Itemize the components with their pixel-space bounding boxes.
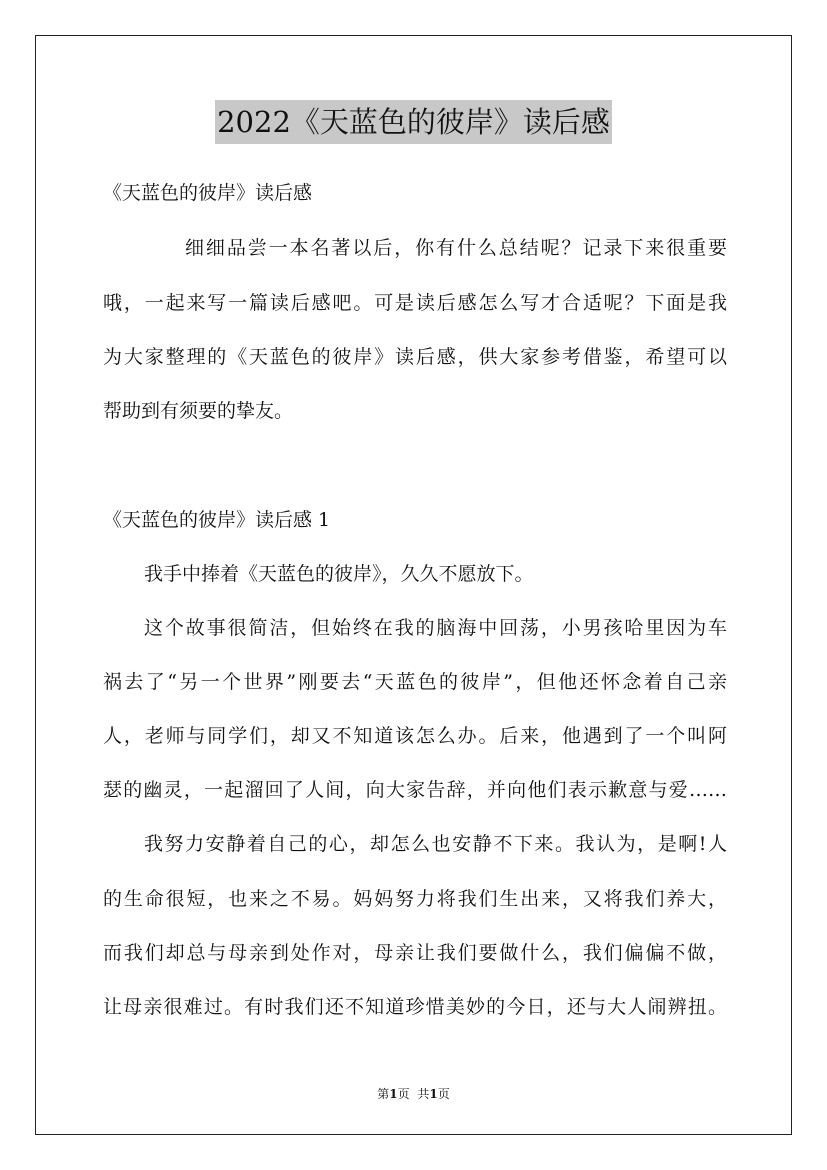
intro-line-2: 哦，一起来写一篇读后感吧。可是读后感怎么写才合适呢？下面是我 bbox=[103, 292, 727, 314]
intro-line-3: 为大家整理的《天蓝色的彼岸》读后感，供大家参考借鉴，希望可以 bbox=[103, 346, 727, 368]
document-title: 2022《天蓝色的彼岸》读后感 bbox=[215, 100, 612, 144]
footer-page-number: 1 bbox=[389, 1087, 398, 1101]
footer-page-prefix: 第 bbox=[377, 1087, 390, 1101]
footer-total-prefix: 共 bbox=[417, 1087, 430, 1101]
document-subtitle: 《天蓝色的彼岸》读后感 bbox=[103, 182, 313, 204]
title-container bbox=[0, 100, 827, 144]
intro-line-1: 细细品尝一本名著以后，你有什么总结呢？记录下来很重要 bbox=[185, 237, 727, 259]
body-line-6: 我努力安静着自己的心，却怎么也安静不下来。我认为，是啊!人 bbox=[144, 833, 727, 855]
footer-total-suffix: 页 bbox=[437, 1087, 450, 1101]
page-footer bbox=[0, 1086, 827, 1102]
section-heading: 《天蓝色的彼岸》读后感 1 bbox=[103, 509, 331, 531]
footer-total-number: 1 bbox=[429, 1087, 438, 1101]
body-line-4: 人，老师与同学们，却又不知道该怎么办。后来，他遇到了一个叫阿 bbox=[103, 725, 727, 747]
footer-page-suffix: 页 bbox=[397, 1087, 410, 1101]
body-line-7: 的生命很短，也来之不易。妈妈努力将我们生出来，又将我们养大， bbox=[103, 888, 727, 910]
body-line-3: 祸去了“另一个世界”刚要去“天蓝色的彼岸”，但他还怀念着自己亲 bbox=[103, 671, 727, 693]
body-line-5: 瑟的幽灵，一起溜回了人间，向大家告辞，并向他们表示歉意与爱…… bbox=[103, 779, 727, 801]
body-line-8: 而我们却总与母亲到处作对，母亲让我们要做什么，我们偏偏不做， bbox=[103, 942, 727, 964]
intro-line-4: 帮助到有须要的挚友。 bbox=[103, 400, 294, 422]
body-line-9: 让母亲很难过。有时我们还不知道珍惜美妙的今日，还与大人闹辨扭。 bbox=[103, 996, 727, 1018]
body-line-2: 这个故事很简洁，但始终在我的脑海中回荡，小男孩哈里因为车 bbox=[144, 617, 727, 639]
body-line-1: 我手中捧着《天蓝色的彼岸》，久久不愿放下。 bbox=[144, 563, 534, 585]
